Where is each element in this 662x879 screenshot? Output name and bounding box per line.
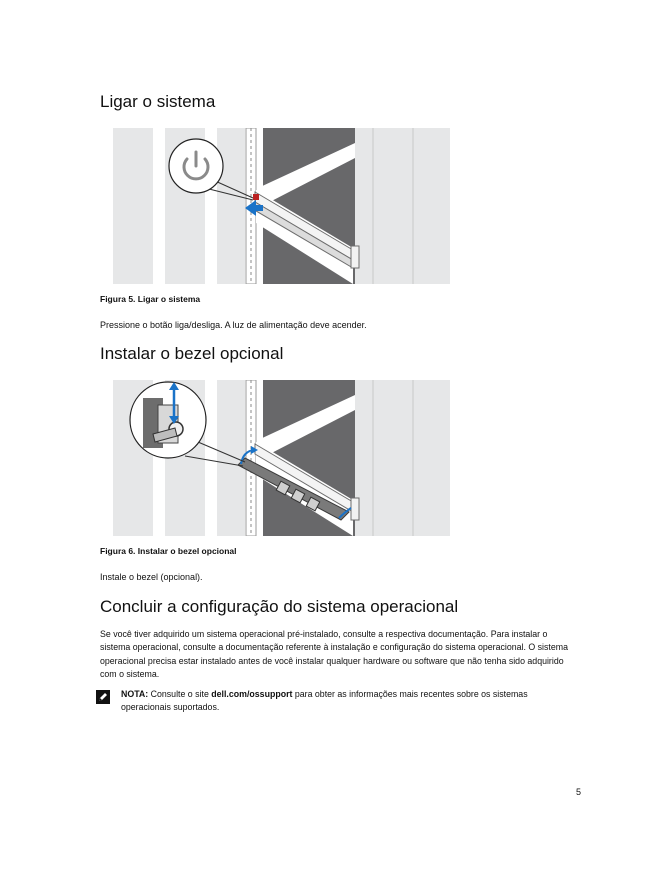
power-on-illustration (113, 128, 450, 284)
section-title-bezel: Instalar o bezel opcional (100, 344, 284, 363)
note-text-after: para obter as informações mais recentes sobre os sistemas operacionais suportados. (121, 689, 528, 712)
note-text-before: Consulte o site (148, 689, 212, 699)
pencil-note-icon (96, 690, 110, 704)
figure-caption-power-on: Figura 5. Ligar o sistema (100, 294, 201, 304)
section-title-power-on: Ligar o sistema (100, 92, 216, 111)
ossupport-link[interactable]: dell.com/ossupport (211, 689, 293, 699)
figure-bezel (113, 380, 450, 536)
figure-power-on (113, 128, 450, 284)
figure-caption-bezel: Figura 6. Instalar o bezel opcional (100, 546, 237, 556)
section-title-os: Concluir a configuração do sistema operacional (100, 597, 459, 616)
page-number: 5 (576, 787, 582, 797)
note-label: NOTA: (121, 689, 149, 699)
note-text (121, 688, 541, 714)
instruction-bezel: Instale o bezel (opcional). (100, 572, 203, 582)
os-paragraph: Se você tiver adquirido um sistema operacional pré-instalado, consulte a respectiva documentação. Para instalar o sistema operacional, consulte a documentação referente à instalação e configuração do sistema operacional. O sistema operacional precisa estar instalado antes de você instalar qualquer hardware ou software que não tenha sido adquirido com o sistema. (100, 629, 568, 680)
bezel-illustration (113, 380, 450, 536)
instruction-power-on: Pressione o botão liga/desliga. A luz de alimentação deve acender. (100, 320, 367, 330)
